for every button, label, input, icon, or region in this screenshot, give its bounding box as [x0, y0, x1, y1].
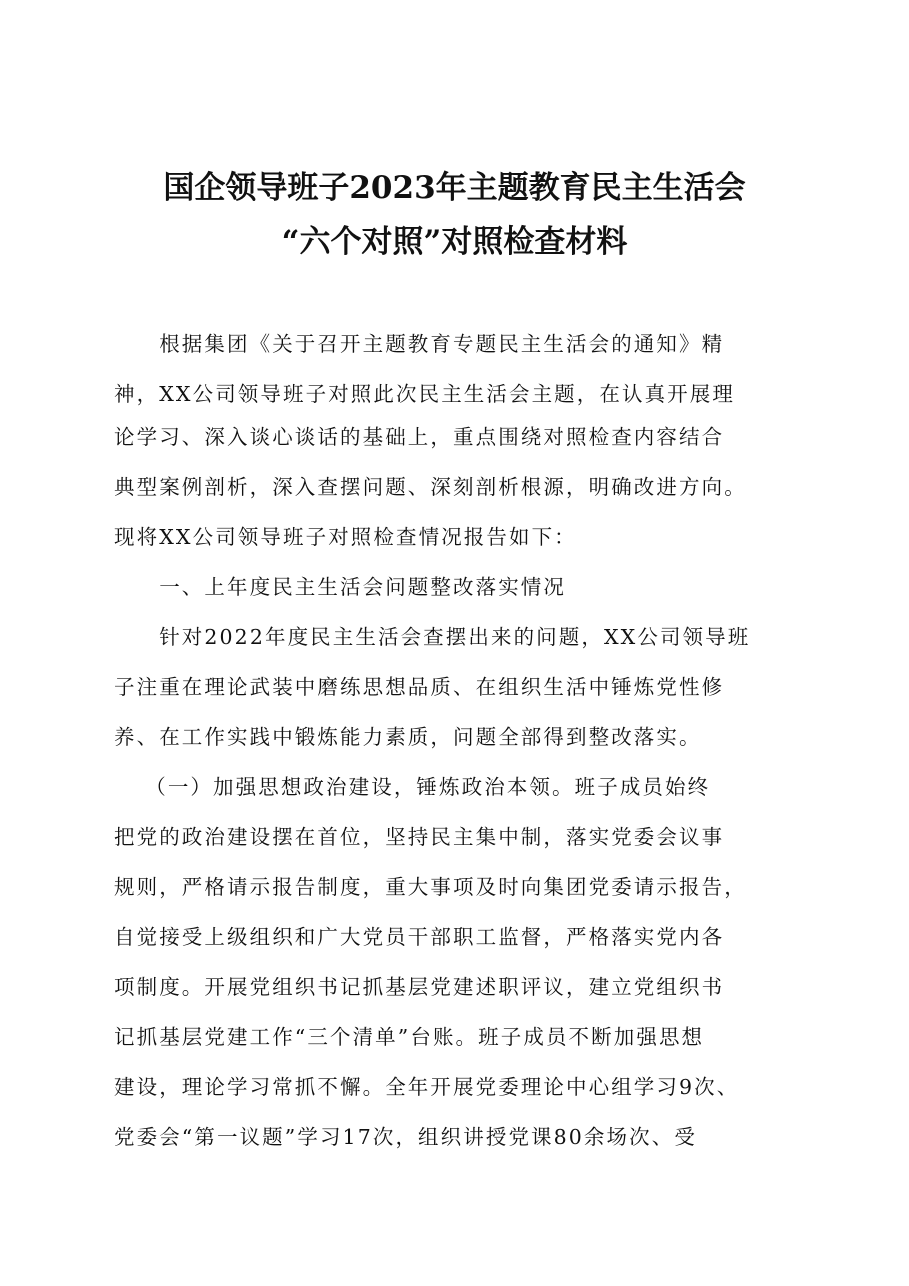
section-heading-1: 一、上年度民主生活会问题整改落实情况 — [114, 575, 566, 599]
body-line-13: 自觉接受上级组织和广大党员干部职工监督，严格落实党内各 — [114, 925, 725, 949]
body-line-8: 子注重在理论武装中磨练思想品质、在组织生活中锤炼党性修 — [114, 675, 725, 699]
body-line-12: 规则，严格请示报告制度，重大事项及时向集团党委请示报告， — [114, 875, 747, 899]
body-line-1: 根据集团《关于召开主题教育专题民主生活会的通知》精 — [114, 332, 725, 356]
body-line-3: 论学习、深入谈心谈话的基础上，重点围绕对照检查内容结合 — [114, 425, 725, 449]
body-line-16: 建设，理论学习常抓不懈。全年开展党委理论中心组学习9次、 — [114, 1075, 740, 1099]
document-title-line-1: 国企领导班子2023年主题教育民主生活会 — [163, 170, 746, 206]
body-line-7: 针对2022年度民主生活会查摆出来的问题，XX公司领导班 — [114, 625, 751, 649]
body-line-5: 现将XX公司领导班子对照检查情况报告如下： — [114, 525, 577, 549]
body-line-9: 养、在工作实践中锻炼能力素质，问题全部得到整改落实。 — [114, 725, 702, 749]
body-line-17: 党委会“第一议题”学习17次，组织讲授党课80余场次、受 — [114, 1125, 697, 1149]
body-line-4: 典型案例剖析，深入查摆问题、深刻剖析根源，明确改进方向。 — [114, 475, 747, 499]
body-line-15: 记抓基层党建工作“三个清单”台账。班子成员不断加强思想 — [114, 1025, 705, 1049]
subsection-line-1: （一）加强思想政治建设，锤炼政治本领。班子成员始终 — [114, 775, 711, 799]
body-line-14: 项制度。开展党组织书记抓基层党建述职评议，建立党组织书 — [114, 975, 725, 999]
body-line-11: 把党的政治建设摆在首位，坚持民主集中制，落实党委会议事 — [114, 825, 725, 849]
body-line-2: 神，XX公司领导班子对照此次民主生活会主题，在认真开展理 — [114, 382, 735, 406]
document-title-line-2: “六个对照”对照检查材料 — [281, 224, 628, 260]
